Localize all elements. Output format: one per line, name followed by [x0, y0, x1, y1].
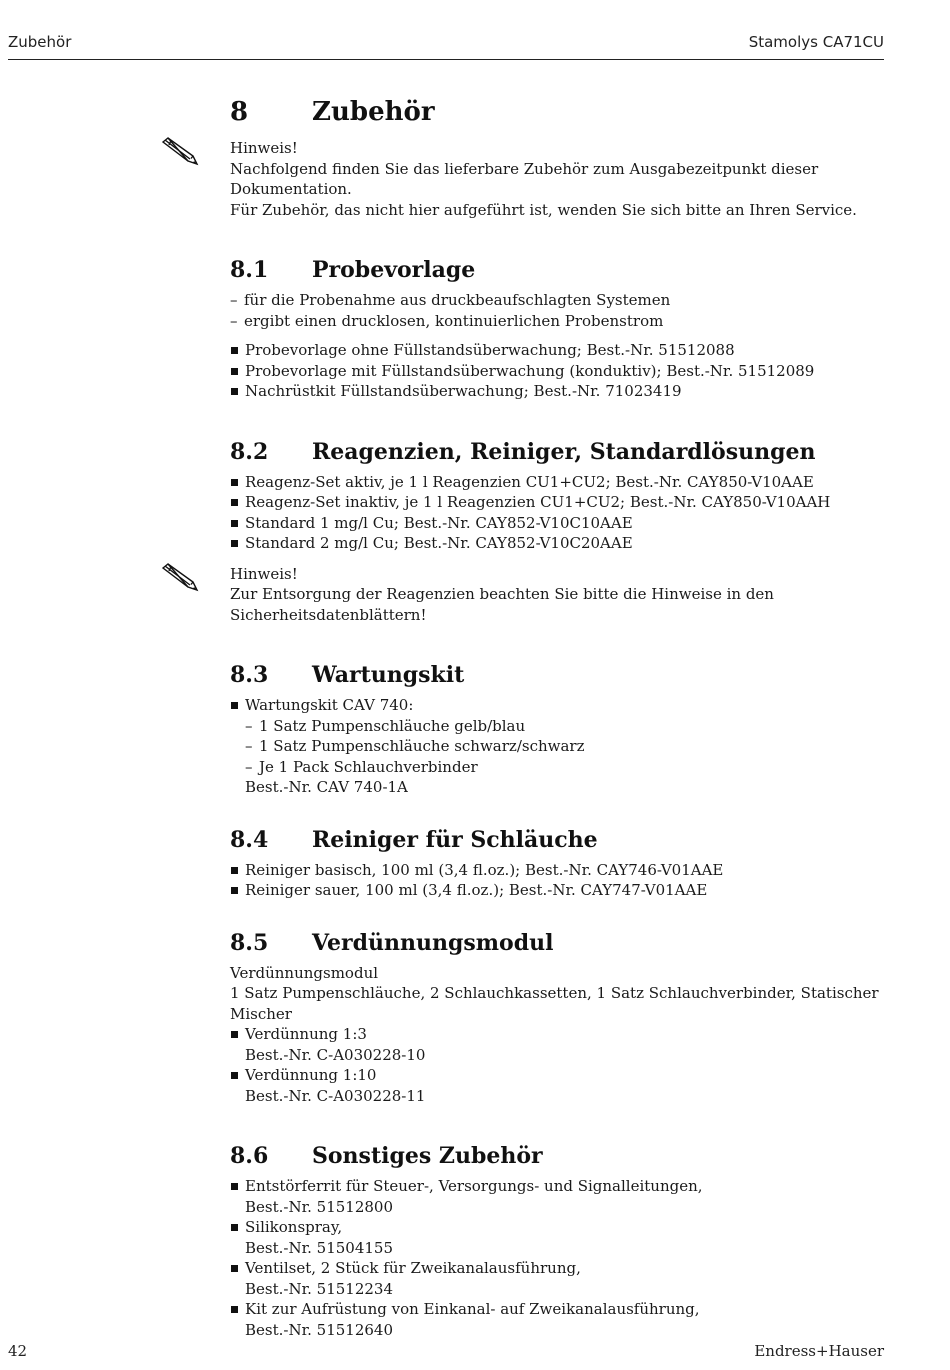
note-text: Zur Entsorgung der Reagenzien beachten Sie bitte die Hinweise in den Sicherheitsdatenblättern!	[230, 585, 774, 624]
chapter-heading	[230, 92, 890, 132]
bullet-icon	[231, 1224, 238, 1231]
header-product-name: Stamolys CA71CU	[748, 33, 884, 51]
list-item: Silikonspray, Best.-Nr. 51504155	[230, 1217, 890, 1258]
section-heading	[230, 254, 890, 286]
section-8-6	[230, 1140, 890, 1340]
pencil-icon	[160, 136, 200, 166]
order-number: Best.-Nr. 51512234	[245, 1279, 393, 1298]
paragraph: Verdünnungsmodul	[230, 963, 379, 982]
section-title: Reagenzien, Reiniger, Standardlösungen	[312, 438, 816, 465]
section-heading	[230, 1140, 890, 1172]
sub-item: – 1 Satz Pumpenschläuche schwarz/schwarz	[245, 736, 890, 757]
section-heading	[230, 659, 890, 691]
list-item: Ventilset, 2 Stück für Zweikanalausführung, Best.-Nr. 51512234	[230, 1258, 890, 1299]
section-number: 8.6	[230, 1143, 269, 1169]
order-number: Best.-Nr. C-A030228-10	[245, 1045, 426, 1064]
list-item: Verdünnung 1:10 Best.-Nr. C-A030228-11	[230, 1065, 890, 1106]
header-rule	[8, 59, 884, 60]
list-item: Standard 2 mg/l Cu; Best.-Nr. CAY852-V10C20AAE	[230, 533, 890, 554]
bullet-icon	[231, 499, 238, 506]
section-8-1	[230, 254, 890, 402]
section-title: Reiniger für Schläuche	[312, 826, 598, 853]
order-number: Best.-Nr. 51504155	[245, 1238, 393, 1257]
bullet-icon	[231, 867, 238, 874]
bullet-icon	[231, 1183, 238, 1190]
bullet-icon	[231, 388, 238, 395]
paragraph: 1 Satz Pumpenschläuche, 2 Schlauchkassetten, 1 Satz Schlauchverbinder, Statischer Mischer	[230, 984, 879, 1023]
section-8-3	[230, 659, 890, 798]
order-number: Best.-Nr. 51512640	[245, 1320, 393, 1339]
list-item: Reiniger basisch, 100 ml (3,4 fl.oz.); Best.-Nr. CAY746-V01AAE	[230, 860, 890, 881]
section-8-2	[230, 436, 890, 626]
section-8-5	[230, 927, 890, 1107]
list-item: Reiniger sauer, 100 ml (3,4 fl.oz.); Best.-Nr. CAY747-V01AAE	[230, 880, 890, 901]
order-number: Best.-Nr. 51512800	[245, 1197, 393, 1216]
chapter-title: Zubehör	[312, 97, 435, 127]
bullet-list	[230, 695, 890, 798]
note-label: Hinweis!	[230, 564, 298, 583]
section-title: Sonstiges Zubehör	[312, 1143, 543, 1169]
bullet-list	[230, 472, 890, 554]
page-number: 42	[8, 1342, 28, 1360]
note-text: Für Zubehör, das nicht hier aufgeführt ist, wenden Sie sich bitte an Ihren Service.	[230, 200, 857, 219]
section-title: Verdünnungsmodul	[312, 929, 554, 956]
pencil-icon	[160, 562, 200, 592]
sub-item: – 1 Satz Pumpenschläuche gelb/blau	[245, 716, 890, 737]
section-8-4	[230, 824, 890, 901]
bullet-icon	[231, 540, 238, 547]
bullet-icon	[231, 479, 238, 486]
bullet-icon	[231, 887, 238, 894]
bullet-icon	[231, 1265, 238, 1272]
list-item: Kit zur Aufrüstung von Einkanal- auf Zweikanalausführung, Best.-Nr. 51512640	[230, 1299, 890, 1340]
section-number: 8.5	[230, 929, 269, 956]
section-title: Wartungskit	[312, 662, 465, 688]
list-item: Reagenz-Set aktiv, je 1 l Reagenzien CU1+CU2; Best.-Nr. CAY850-V10AAE	[230, 472, 890, 493]
bullet-icon	[231, 347, 238, 354]
bullet-icon	[231, 368, 238, 375]
bullet-icon	[231, 1031, 238, 1038]
sub-item: – Je 1 Pack Schlauchverbinder	[245, 757, 890, 778]
list-item: Entstörferrit für Steuer-, Versorgungs- und Signalleitungen, Best.-Nr. 51512800	[230, 1176, 890, 1217]
order-number: Best.-Nr. CAV 740-1A	[245, 778, 408, 796]
header-section-title: Zubehör	[8, 33, 72, 51]
list-item: Standard 1 mg/l Cu; Best.-Nr. CAY852-V10C10AAE	[230, 513, 890, 534]
list-item: – für die Probenahme aus druckbeaufschlagten Systemen	[230, 290, 890, 311]
page-content	[230, 92, 890, 1340]
bullet-icon	[231, 702, 238, 709]
bullet-list	[230, 340, 890, 402]
section-heading	[230, 824, 890, 856]
bullet-icon	[231, 1072, 238, 1079]
brand-name: Endress+Hauser	[754, 1342, 884, 1360]
section-number: 8.4	[230, 826, 269, 853]
bullet-icon	[231, 520, 238, 527]
list-item: Nachrüstkit Füllstandsüberwachung; Best.-Nr. 71023419	[230, 381, 890, 402]
note-block	[230, 138, 890, 220]
section-heading	[230, 927, 890, 959]
list-item: Verdünnung 1:3 Best.-Nr. C-A030228-10	[230, 1024, 890, 1065]
list-item: Wartungskit CAV 740: – 1 Satz Pumpenschläuche gelb/blau – 1 Satz Pumpenschläuche schwarz/schwarz – Je 1 Pack Schlauchverbinder Best.-Nr. CAV 740-1A	[230, 695, 890, 798]
bullet-list	[230, 860, 890, 901]
section-heading	[230, 436, 890, 468]
list-item: Probevorlage ohne Füllstandsüberwachung; Best.-Nr. 51512088	[230, 340, 890, 361]
note-text: Nachfolgend finden Sie das lieferbare Zubehör zum Ausgabezeitpunkt dieser Dokumentation.	[230, 159, 819, 198]
note-label: Hinweis!	[230, 139, 298, 157]
bullet-list	[230, 1176, 890, 1340]
note-block	[230, 564, 890, 626]
list-item: Reagenz-Set inaktiv, je 1 l Reagenzien CU1+CU2; Best.-Nr. CAY850-V10AAH	[230, 492, 890, 513]
section-number: 8.3	[230, 662, 269, 688]
section-number: 8.2	[230, 438, 269, 465]
bullet-icon	[231, 1306, 238, 1313]
section-number: 8.1	[230, 257, 269, 283]
list-item: Probevorlage mit Füllstandsüberwachung (konduktiv); Best.-Nr. 51512089	[230, 361, 890, 382]
chapter-number: 8	[230, 97, 249, 127]
list-item: – ergibt einen drucklosen, kontinuierlichen Probenstrom	[230, 311, 890, 332]
dash-list	[230, 290, 890, 331]
bullet-list	[230, 1024, 890, 1106]
section-title: Probevorlage	[312, 257, 476, 283]
order-number: Best.-Nr. C-A030228-11	[245, 1086, 426, 1105]
